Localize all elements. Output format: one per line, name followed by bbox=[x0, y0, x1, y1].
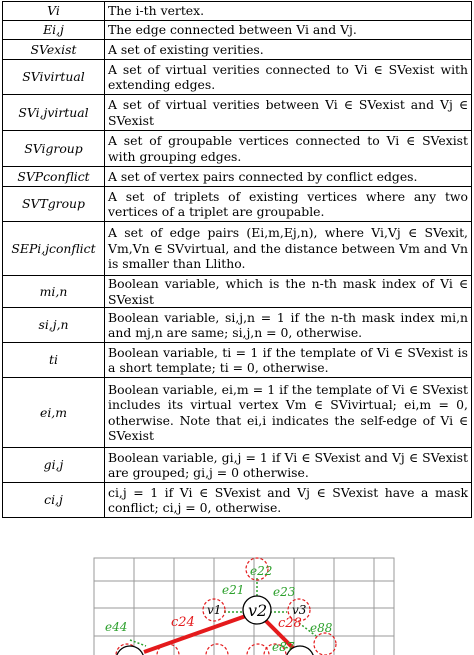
symbol-cell: SVexist bbox=[3, 40, 105, 60]
description-cell: A set of vertex pairs connected by conflict edges. bbox=[105, 167, 472, 187]
table-row bbox=[3, 343, 472, 378]
notation-table bbox=[2, 1, 472, 518]
table-row bbox=[3, 187, 472, 222]
symbol-cell: mi,n bbox=[3, 276, 105, 308]
description-cell: A set of triplets of existing vertices where any two vertices of a triplet are groupable. bbox=[105, 187, 472, 222]
symbol-cell: SEPi,jconflict bbox=[3, 222, 105, 276]
edge-label: c28 bbox=[278, 616, 302, 631]
symbol-cell: gi,j bbox=[3, 448, 105, 483]
description-cell: A set of edge pairs (Ei,m,Ej,n), where Vi,Vj ∈ SVexit, Vm,Vn ∈ SVvirtual, and the distance between Vm and Vn is smaller than Llitho. bbox=[105, 222, 472, 276]
table-row bbox=[3, 60, 472, 95]
figure-labels bbox=[105, 564, 333, 654]
symbol-cell: Ei,j bbox=[3, 21, 105, 40]
symbol-cell: ci,j bbox=[3, 483, 105, 518]
symbol-cell: ei,m bbox=[3, 378, 105, 448]
edge-label: e88 bbox=[310, 621, 333, 635]
description-cell: Boolean variable, which is the n-th mask index of Vi ∈ SVexist bbox=[105, 276, 472, 308]
symbol-cell: SVivirtual bbox=[3, 60, 105, 95]
table-row bbox=[3, 483, 472, 518]
symbol-cell: SVi,jvirtual bbox=[3, 95, 105, 131]
table-row bbox=[3, 448, 472, 483]
symbol-cell: SVPconflict bbox=[3, 167, 105, 187]
symbol-cell: ti bbox=[3, 343, 105, 378]
symbol-cell: SVigroup bbox=[3, 131, 105, 167]
table-row bbox=[3, 308, 472, 343]
template-graph-figure bbox=[92, 556, 396, 655]
description-cell: A set of virtual verities connected to Vi ∈ SVexist with extending edges. bbox=[105, 60, 472, 95]
description-cell: The edge connected between Vi and Vj. bbox=[105, 21, 472, 40]
table-row bbox=[3, 95, 472, 131]
table-row bbox=[3, 21, 472, 40]
vertex-label: v3 bbox=[292, 603, 307, 617]
figure-canvas bbox=[92, 556, 396, 655]
description-cell: The i-th vertex. bbox=[105, 2, 472, 21]
table-row bbox=[3, 222, 472, 276]
symbol-cell: SVTgroup bbox=[3, 187, 105, 222]
table-row bbox=[3, 131, 472, 167]
symbol-cell: Vi bbox=[3, 2, 105, 21]
edge-label: e44 bbox=[105, 620, 128, 634]
description-cell: Boolean variable, ei,m = 1 if the template of Vi ∈ SVexist includes its virtual vertex Vm ∈ SVivirtual; ei,m = 0, otherwise. Note that ei,i indicates the self-edge of Vi ∈ SVexist bbox=[105, 378, 472, 448]
table-row bbox=[3, 2, 472, 21]
description-cell: Boolean variable, gi,j = 1 if Vi ∈ SVexist and Vj ∈ SVexist are grouped; gi,j = 0 otherwise. bbox=[105, 448, 472, 483]
table-row bbox=[3, 378, 472, 448]
table-row bbox=[3, 276, 472, 308]
edge-label: e21 bbox=[222, 583, 245, 597]
edge-label: e23 bbox=[273, 585, 296, 599]
description-cell: ci,j = 1 if Vi ∈ SVexist and Vj ∈ SVexist have a mask conflict; ci,j = 0, otherwise. bbox=[105, 483, 472, 518]
description-cell: A set of virtual verities between Vi ∈ SVexist and Vj ∈ SVexist bbox=[105, 95, 472, 131]
vertex-label: v2 bbox=[248, 601, 268, 620]
description-cell: Boolean variable, ti = 1 if the template of Vi ∈ SVexist is a short template; ti = 0, otherwise. bbox=[105, 343, 472, 378]
description-cell: A set of groupable vertices connected to Vi ∈ SVexist with grouping edges. bbox=[105, 131, 472, 167]
description-cell: Boolean variable, si,j,n = 1 if the n-th mask index mi,n and mj,n are same; si,j,n = 0, otherwise. bbox=[105, 308, 472, 343]
symbol-cell: si,j,n bbox=[3, 308, 105, 343]
edge-label: e87 bbox=[272, 640, 295, 654]
edge-label: c24 bbox=[171, 615, 195, 630]
table-row bbox=[3, 167, 472, 187]
table-row bbox=[3, 40, 472, 60]
description-cell: A set of existing verities. bbox=[105, 40, 472, 60]
edge-label: e22 bbox=[250, 564, 273, 578]
vertex-label: v1 bbox=[207, 603, 222, 617]
